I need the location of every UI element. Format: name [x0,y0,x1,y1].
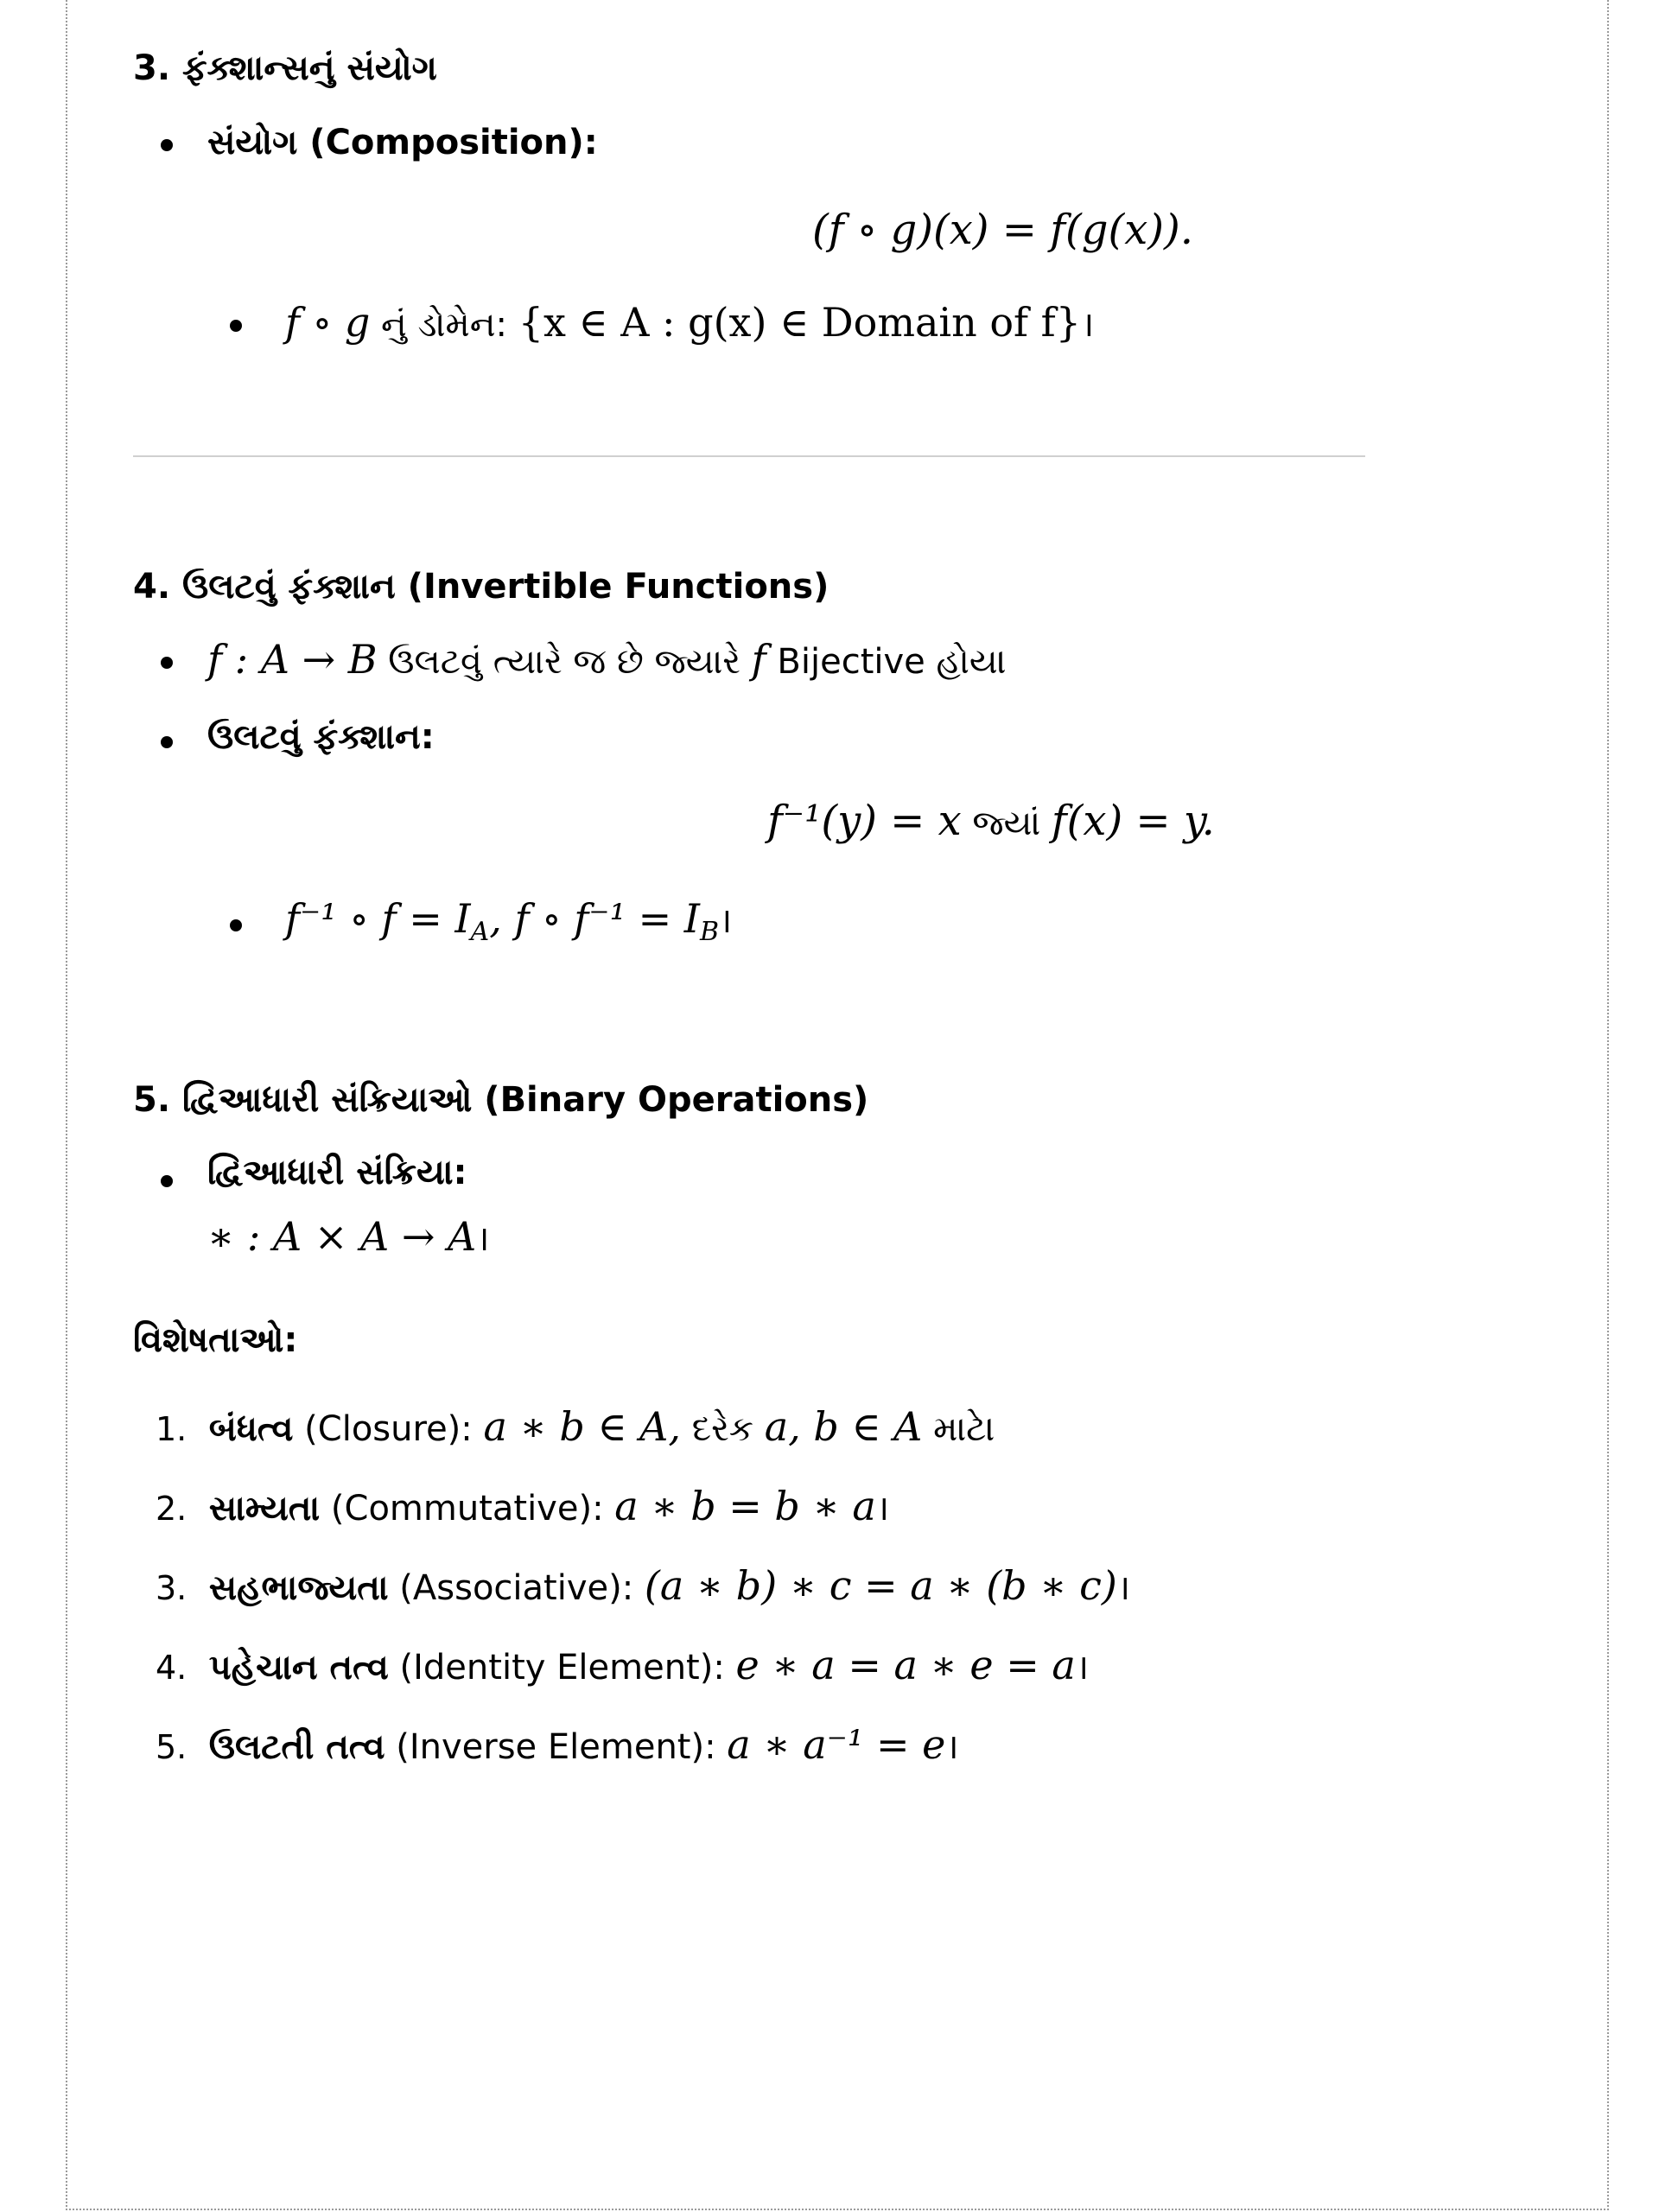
section-divider [133,455,1365,457]
item-bold: પહેચાન તત્વ [208,1648,389,1688]
item-text3: માટે। [922,1409,996,1449]
item-text3: । [945,1727,959,1767]
properties-heading: વિશેષતાઓ: [133,1320,298,1360]
item-number: 5. [156,1728,188,1766]
s3-sub-math2: {x ∈ A : g(x) ∈ Domain of f} [518,299,1081,346]
s4-b1-text: ઉલટવું ત્યારે જ છે જ્યારે [377,642,752,682]
s3-display-formula: (f ∘ g)(x) = f(g(x)). [812,206,1193,254]
s4-sub-end: । [719,901,733,941]
s4-bullet-inverse-function [207,717,435,757]
bullet-dot [230,320,242,332]
s4-sub-B: B [699,917,720,947]
property-item [156,1562,1130,1610]
item-math2: a, b ∈ A [764,1403,923,1450]
section-4-heading: 4. ઉલટવું ફંક્શાન (Invertible Functions) [133,567,830,607]
item-text3: । [875,1489,889,1529]
property-item [156,1483,889,1530]
property-item [156,1642,1089,1689]
s4-sub-A: A [470,917,490,947]
item-bold: બંધત્વ [208,1409,294,1449]
s5-bullet-binary [207,1153,467,1192]
property-item [156,1403,995,1450]
item-number: 1. [156,1410,188,1448]
bullet-dot [161,139,173,151]
s3-bullet-composition [207,123,598,162]
item-text: (Associative): [388,1568,645,1608]
s4-b1-math2: f [751,636,766,683]
property-item [156,1721,959,1769]
item-number: 3. [156,1569,188,1607]
bullet-dot [161,736,173,748]
item-text: (Closure): [293,1409,484,1449]
item-text3: । [1075,1648,1090,1688]
s4-bullet-invertible [207,636,1007,683]
item-bold: ઉલટતી તત્વ [208,1727,385,1767]
item-text: (Identity Element): [388,1648,736,1688]
s3-bullet-label: સંયોગ (Composition): [207,123,598,162]
s3-sub-bullet-domain [285,299,1094,346]
item-text3: । [1116,1568,1130,1608]
s5-bullet1-label: દ્વિઆધારી સંક્રિયા: [207,1153,467,1192]
s5-line2-end: । [476,1219,490,1259]
s4-display-a: f⁻¹(y) = x [767,797,962,845]
s4-b1-math: f : A → B [207,636,378,683]
item-text: (Commutative): [320,1489,615,1529]
s5-binary-definition [207,1213,489,1261]
item-math: a ∗ b ∈ A, [483,1403,681,1450]
section-5-heading: 5. દ્વિઆધારી સંક્રિયાઓ (Binary Operations) [133,1080,869,1120]
item-text2: દરેક [681,1409,765,1449]
bullet-dot [230,919,242,931]
item-math: a ∗ a⁻¹ = e [727,1721,946,1768]
s5-line2-math: ∗ : A × A → A [207,1213,477,1260]
item-math: e ∗ a = a ∗ e = a [735,1642,1076,1688]
bullet-dot [161,657,173,669]
item-number: 2. [156,1490,188,1528]
item-bold: સામ્યતા [208,1489,321,1529]
item-bold: સહભાજ્યતા [208,1568,389,1608]
s4-sub-math2: , f ∘ f⁻¹ = I [489,895,700,942]
item-text: (Inverse Element): [385,1727,728,1767]
item-number: 4. [156,1649,188,1687]
s4-display-b: જ્યાં [961,804,1052,843]
item-math: (a ∗ b) ∗ c = a ∗ (b ∗ c) [644,1562,1117,1609]
section-3-heading: 3. ફંક્શાન્સનું સંયોગ [133,48,437,88]
s4-bullet2-label: ઉલટવું ફંક્શાન: [207,717,435,757]
s3-sub-math: f ∘ g [285,299,371,346]
s4-sub-bullet-identity [285,895,732,947]
item-math: a ∗ b = b ∗ a [614,1483,876,1529]
s3-sub-end: । [1080,305,1095,345]
s4-display-c: f(x) = y. [1051,797,1215,845]
s4-display-formula [767,797,1215,845]
s3-sub-text: નું ડોમેન: [370,305,518,345]
bullet-dot [161,1175,173,1187]
s4-b1-text2: Bijective હોય। [766,642,1007,682]
s4-sub-math: f⁻¹ ∘ f = I [285,895,471,942]
